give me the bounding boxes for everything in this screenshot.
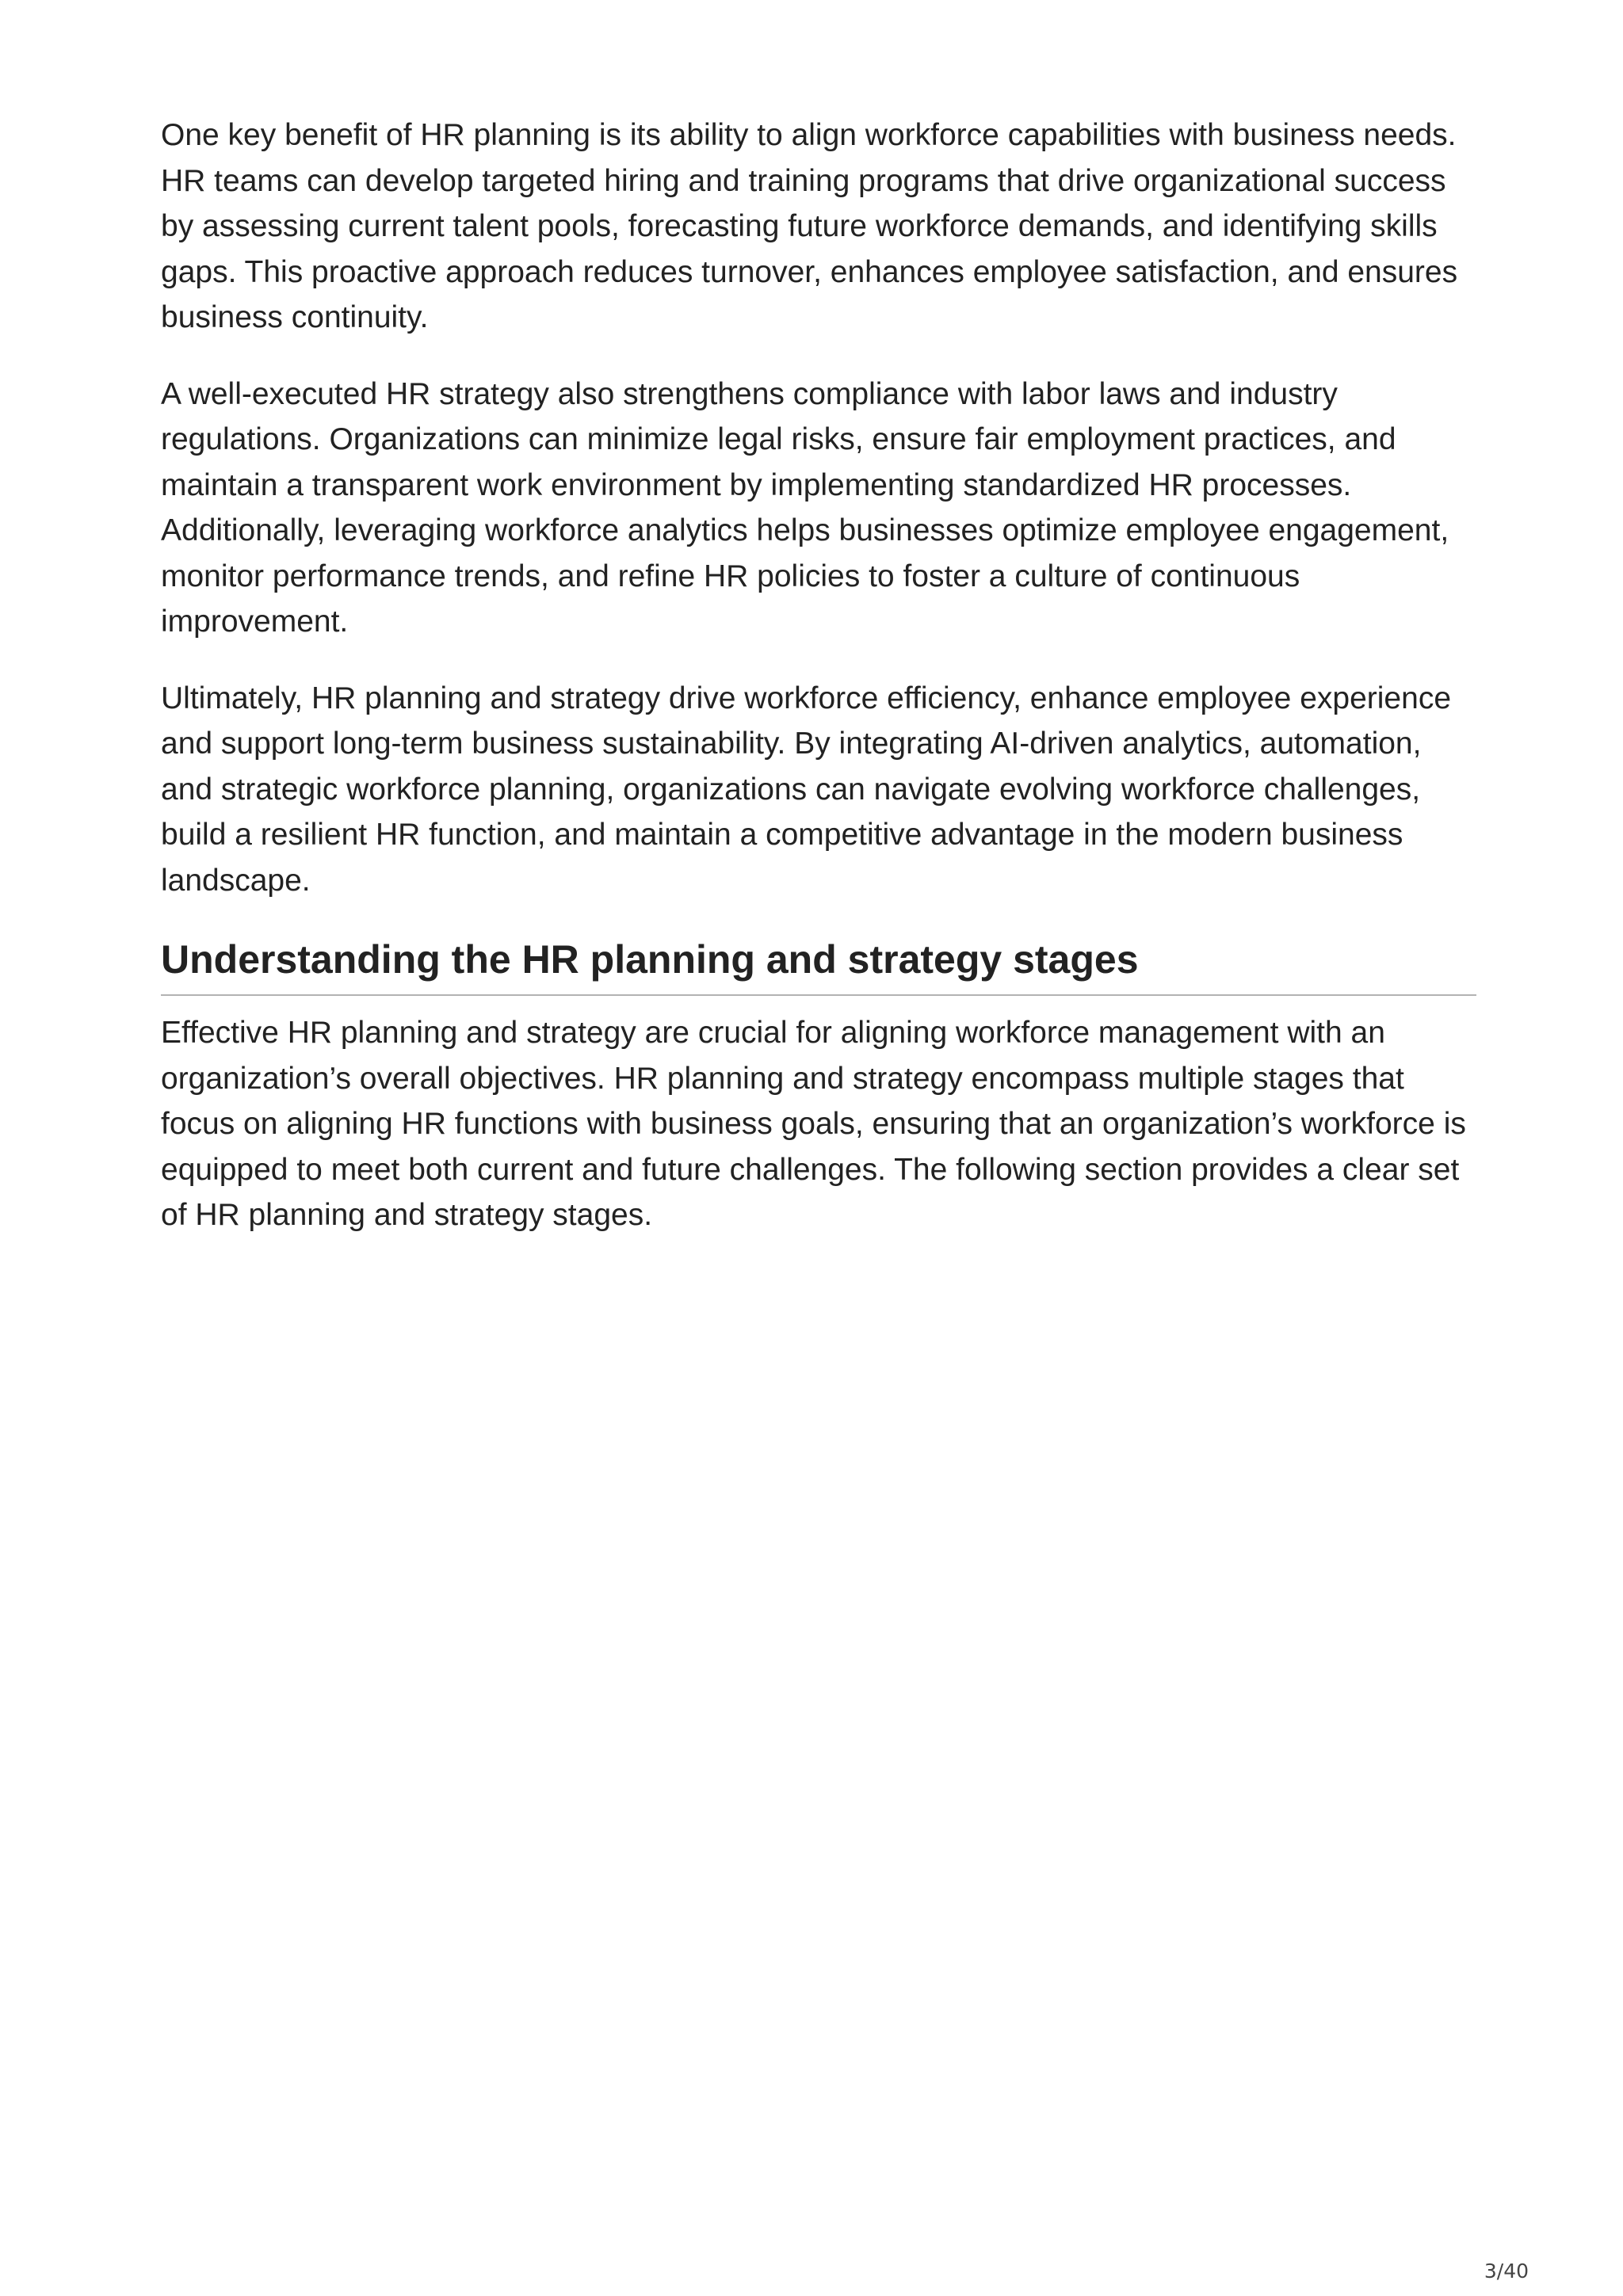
page-number: 3/40	[1484, 2260, 1529, 2283]
paragraph-hr-strategy-summary: Ultimately, HR planning and strategy drive workforce efficiency, enhance employee experience and support long-term business sustainability. By integrating AI-driven analytics, automation, and strategic workforce planning, organizations can navigate evolving workforce challenges, build a resilient HR function, and maintain a competitive advantage in the modern business landscape.	[161, 681, 1452, 898]
paragraph-hr-planning-benefit: One key benefit of HR planning is its ability to align workforce capabilities with business needs. HR teams can develop targeted hiring and training programs that drive organizational success by assessing current talent pools, forecasting future workforce demands, and identifying skills gaps. This proactive approach reduces turnover, enhances employee satisfaction, and ensures business continuity.	[161, 118, 1458, 334]
paragraph-stages-intro: Effective HR planning and strategy are crucial for aligning workforce management with an organization’s overall objectives. HR planning and strategy encompass multiple stages that focus on aligning HR functions with business goals, ensuring that an organization’s workforce is equipped to meet both current and future challenges. The following section provides a clear set of HR planning and strategy stages.	[161, 1016, 1466, 1232]
document-body	[161, 113, 1476, 1269]
section-heading: Understanding the HR planning and strategy stages	[161, 934, 1476, 996]
paragraph-hr-strategy-compliance: A well-executed HR strategy also strengthens compliance with labor laws and industry regulations. Organizations can minimize legal risks, ensure fair employment practices, and maintain a transparent work environment by implementing standardized HR processes. Additionally, leveraging workforce analytics helps businesses optimize employee engagement, monitor performance trends, and refine HR policies to foster a culture of continuous improvement.	[161, 376, 1449, 639]
